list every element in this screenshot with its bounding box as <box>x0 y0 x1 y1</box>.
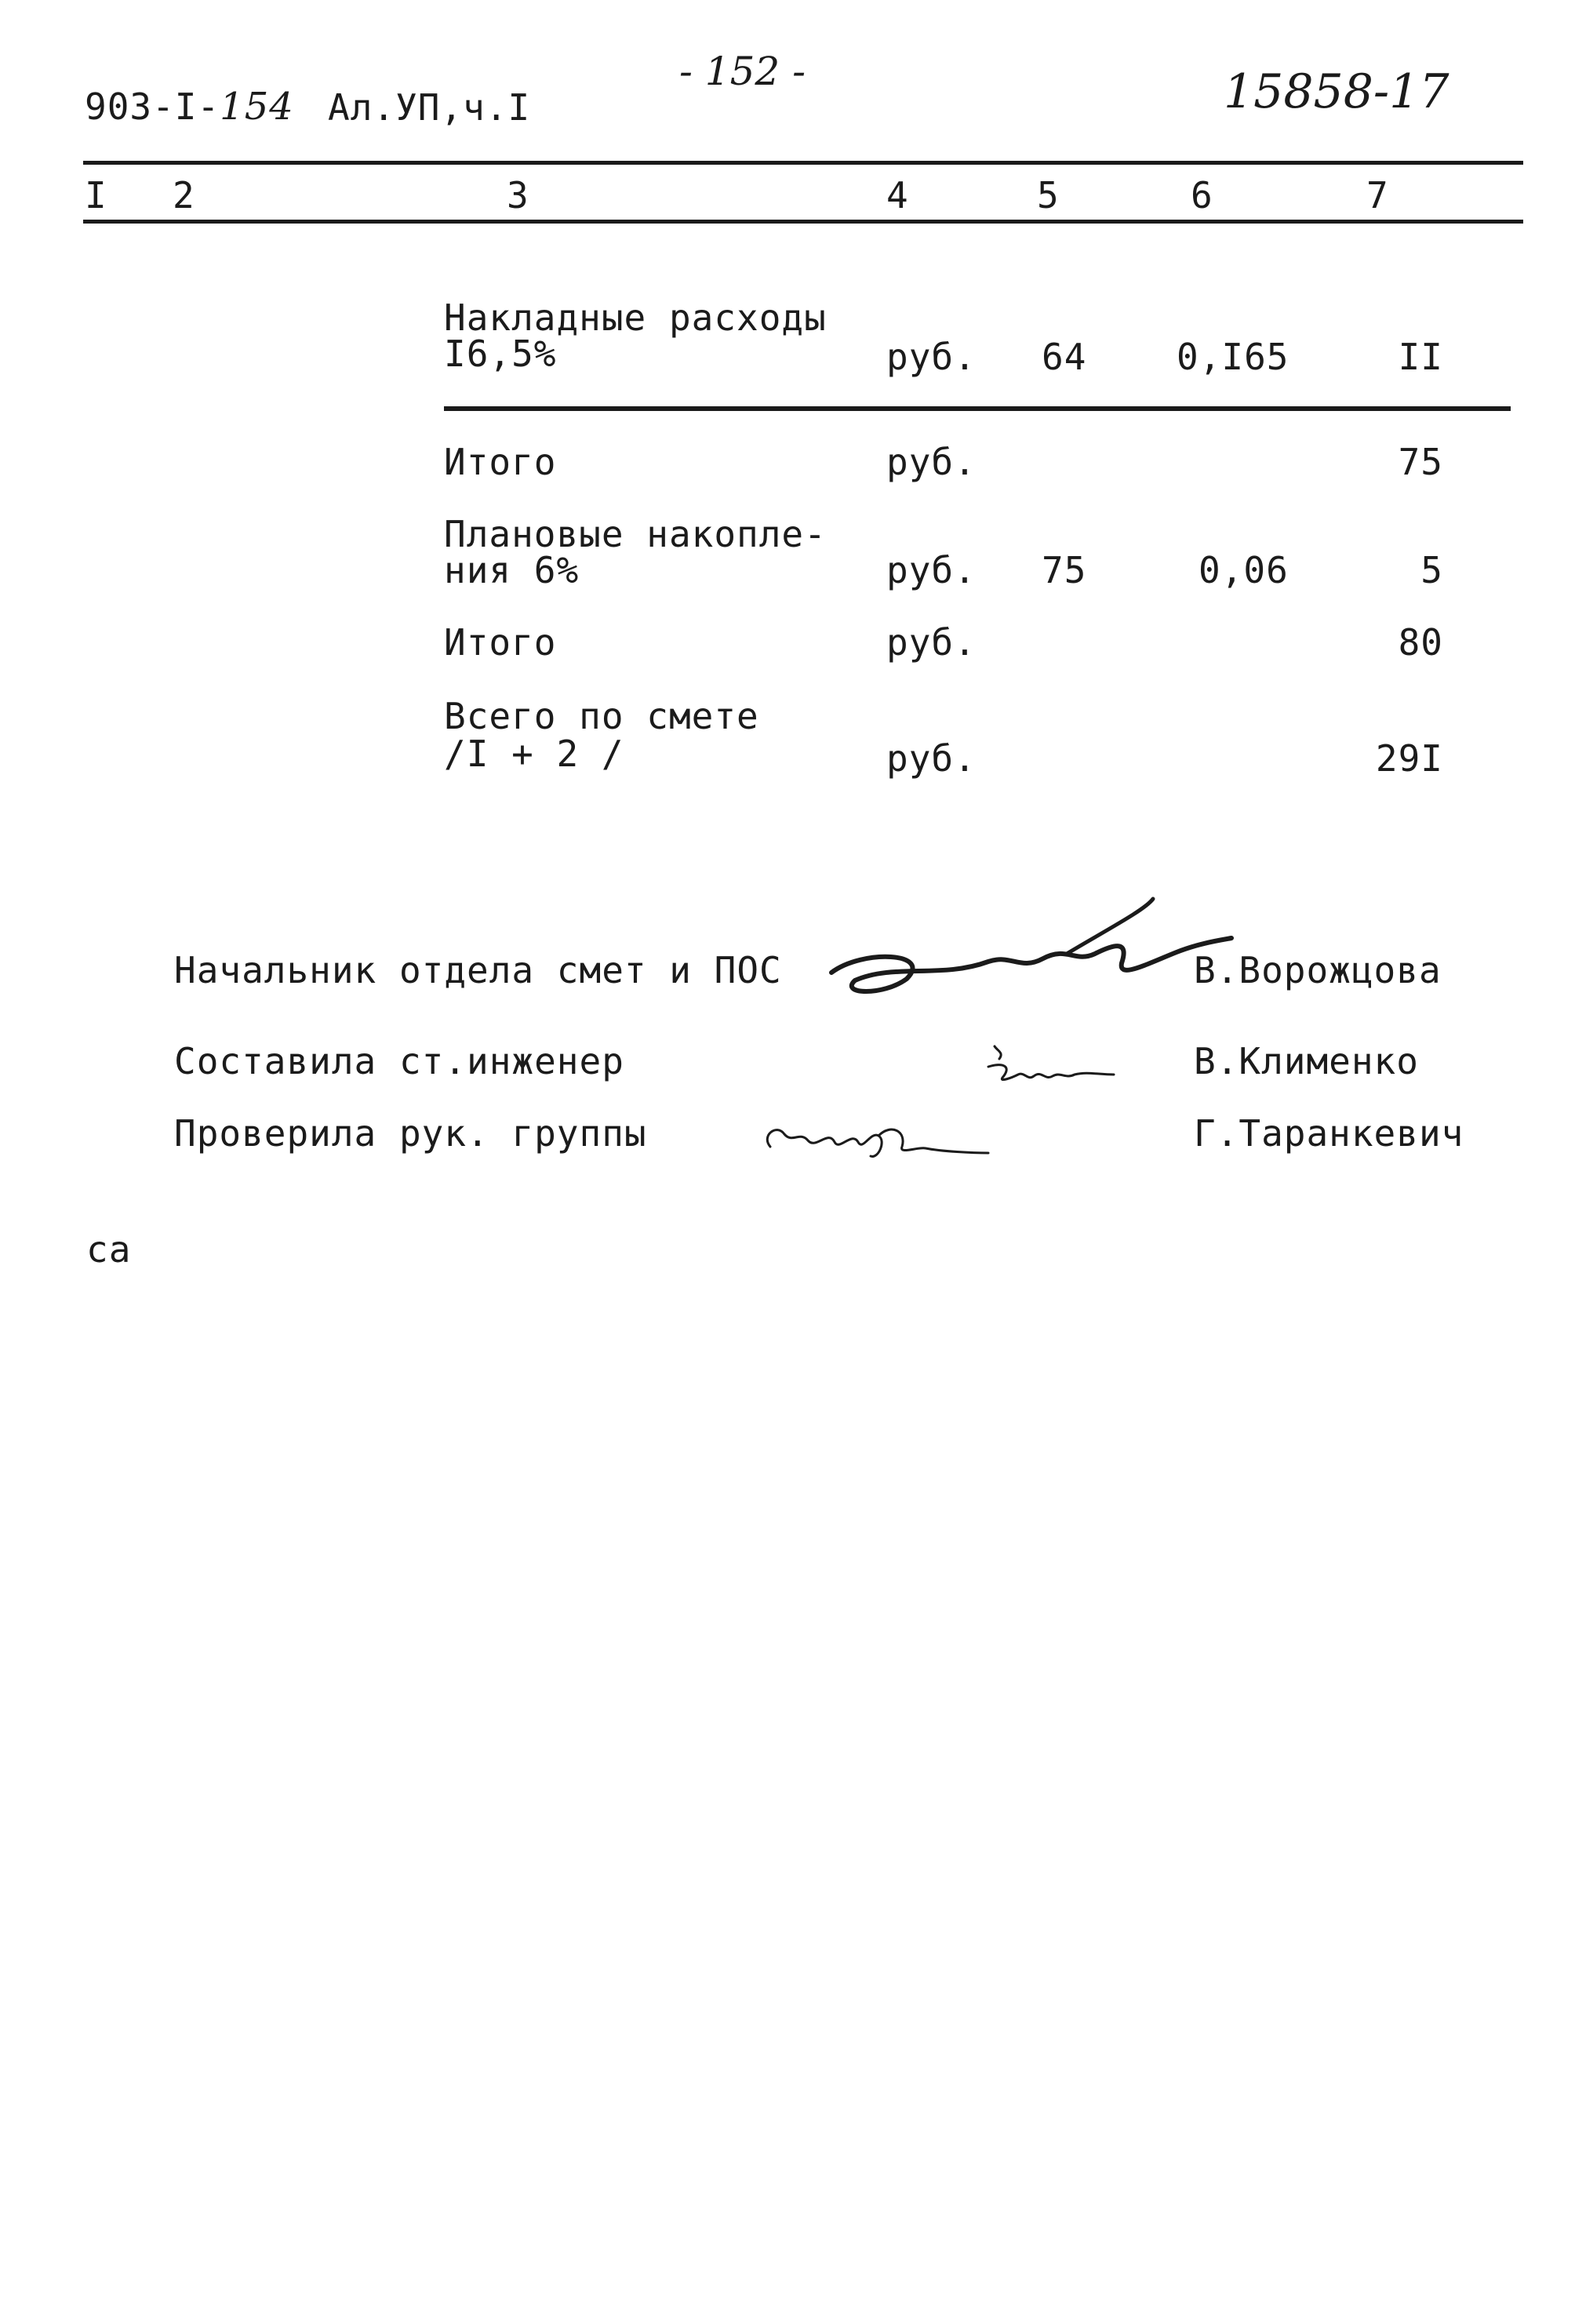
item-unit: руб. <box>886 441 977 483</box>
item-name-line1: Плановые накопле- <box>444 513 827 555</box>
item-base: 75 <box>1042 549 1087 591</box>
item-unit: руб. <box>886 336 977 378</box>
item-total: II <box>1398 336 1443 378</box>
item-unit: руб. <box>886 549 977 591</box>
item-unit: руб. <box>886 737 977 780</box>
column-number-6: 6 <box>1191 174 1213 216</box>
signature-role: Начальник отдела смет и ПОС <box>174 949 782 991</box>
footer-mark: са <box>86 1228 132 1271</box>
item-name-line2: I6,5% <box>444 333 557 375</box>
column-number-5: 5 <box>1037 174 1060 216</box>
item-total: 5 <box>1420 549 1443 591</box>
column-number-1: I <box>85 174 107 216</box>
signature-role: Составила ст.инженер <box>174 1040 624 1082</box>
item-name-line1: Всего по смете <box>444 695 759 737</box>
column-number-7: 7 <box>1366 174 1389 216</box>
page-number: - 152 - <box>679 49 806 94</box>
item-unit: руб. <box>886 621 977 664</box>
signature-group-leader <box>753 1107 1004 1170</box>
item-total: 29I <box>1375 737 1443 780</box>
item-total: 80 <box>1398 621 1443 664</box>
document-code-typed: 903-I- <box>85 85 220 128</box>
document-code <box>85 85 294 129</box>
item-rate: 0,06 <box>1199 549 1289 591</box>
item-rate: 0,I65 <box>1177 336 1289 378</box>
column-number-4: 4 <box>886 174 909 216</box>
signature-head-of-department <box>808 886 1247 1027</box>
item-name-line2: ния 6% <box>444 549 580 591</box>
header-bottom-rule <box>83 220 1523 224</box>
header-top-rule <box>83 161 1523 165</box>
album-reference: Ал.УП,ч.I <box>328 86 531 129</box>
signature-role: Проверила рук. группы <box>174 1112 647 1155</box>
column-number-3: 3 <box>507 174 529 216</box>
subtotal-rule <box>444 406 1511 411</box>
item-name-line1: Итого <box>444 621 557 664</box>
signatory-name: В.Ворожцова <box>1194 949 1442 991</box>
item-name-line1: Итого <box>444 441 557 483</box>
item-total: 75 <box>1398 441 1443 483</box>
document-code-handwritten: 154 <box>220 85 294 129</box>
item-name-line2: /I + 2 / <box>444 733 624 775</box>
sheet-number: 15858-17 <box>1224 64 1450 119</box>
item-base: 64 <box>1042 336 1087 378</box>
signature-engineer <box>980 1035 1122 1106</box>
item-name-line1: Накладные расходы <box>444 296 827 339</box>
signatory-name: В.Клименко <box>1194 1040 1419 1082</box>
column-number-2: 2 <box>173 174 195 216</box>
signatory-name: Г.Таранкевич <box>1194 1112 1464 1155</box>
